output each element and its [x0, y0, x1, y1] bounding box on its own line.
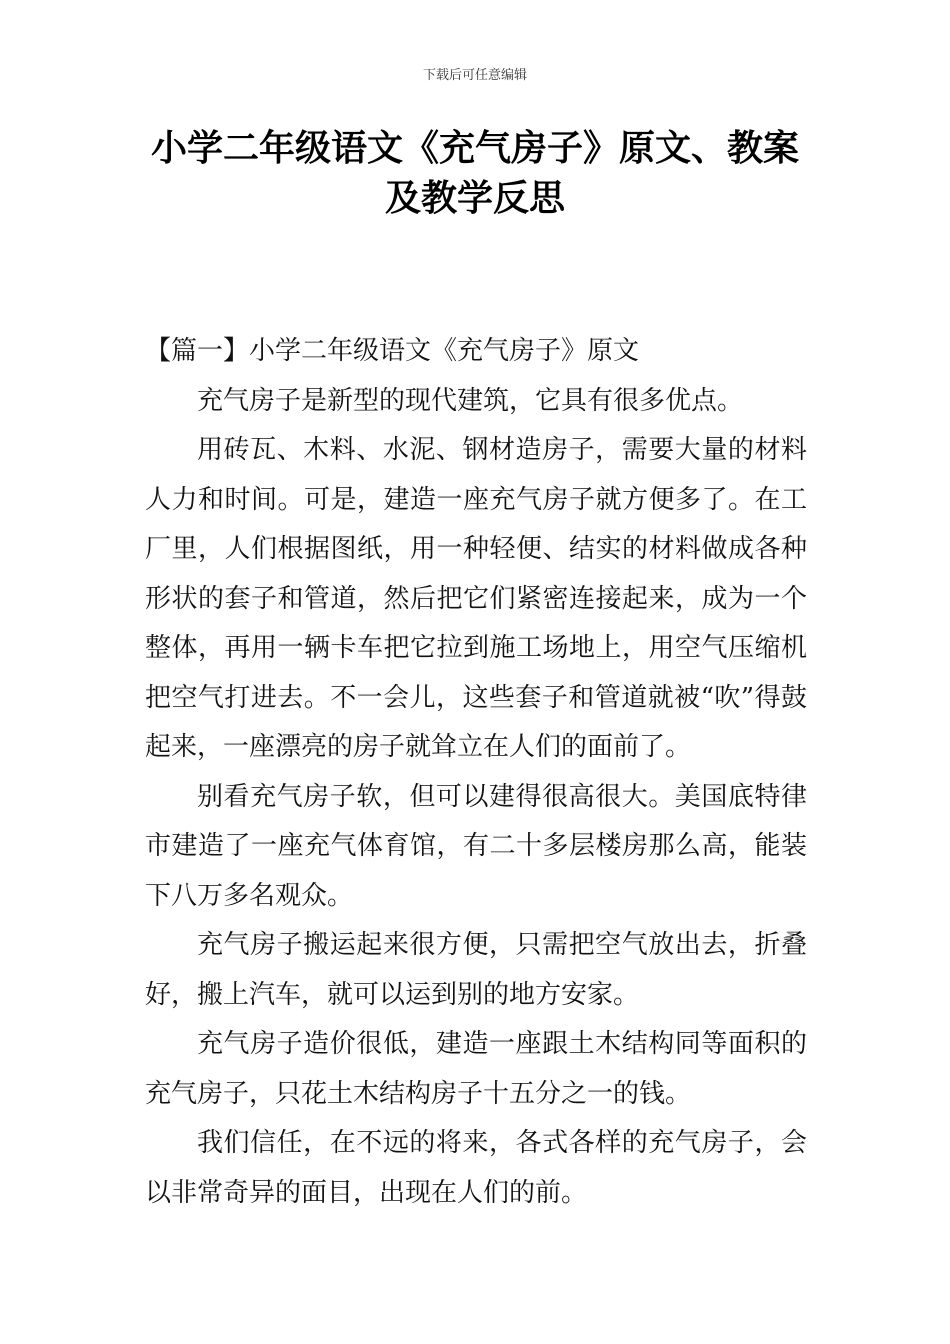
document-title: [100, 124, 850, 224]
paragraph: 充气房子是新型的现代建筑，它具有很多优点。: [197, 385, 744, 416]
title-line-2: 及教学反思: [384, 178, 565, 219]
title-line-1: 小学二年级语文《充气房子》原文、教案: [150, 128, 799, 169]
document-body: [145, 327, 807, 1218]
paragraph: 充气房子造价很低，建造一座跟土木结构同等面积的充气房子，只花土木结构房子十五分之一的钱。: [145, 1029, 807, 1109]
paragraph: 用砖瓦、木料、水泥、钢材造房子，需要大量的材料人力和时间。可是，建造一座充气房子就方便多了。在工厂里，人们根据图纸，用一种轻便、结实的材料做成各种形状的套子和管道，然后把它们紧密连接起来，成为一个整体，再用一辆卡车把它拉到施工场地上，用空气压缩机把空气打进去。不一会儿，这些套子和管道就被“吹”得鼓起来，一座漂亮的房子就耸立在人们的面前了。: [145, 435, 807, 762]
paragraph: 别看充气房子软，但可以建得很高很大。美国底特律市建造了一座充气体育馆，有二十多层楼房那么高，能装下八万多名观众。: [145, 781, 807, 911]
section-heading: 【篇一】小学二年级语文《充气房子》原文: [145, 336, 640, 366]
paragraph: 我们信任，在不远的将来，各式各样的充气房子，会以非常奇异的面目，出现在人们的前。: [145, 1128, 807, 1208]
page-header-note: 下载后可任意编辑: [422, 68, 527, 83]
paragraph: 充气房子搬运起来很方便，只需把空气放出去，折叠好，搬上汽车，就可以运到别的地方安家。: [145, 930, 807, 1010]
